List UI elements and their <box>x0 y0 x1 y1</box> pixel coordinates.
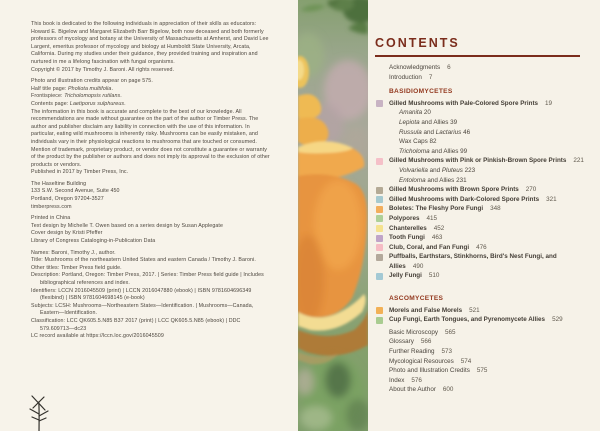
credit-text: . <box>120 93 122 100</box>
toc-page-number: 521 <box>469 306 480 314</box>
address-line: timberpress.com <box>31 203 72 210</box>
category-color-swatch <box>376 225 383 232</box>
toc-page-number: 510 <box>428 272 440 280</box>
production-line: Cover design by Kristi Pfeffer <box>31 230 103 237</box>
toc-label-text: Mycological Resources <box>389 357 454 365</box>
toc-entry <box>389 366 589 376</box>
toc-entry-label <box>389 316 545 323</box>
toc-page-number: 7 <box>428 73 433 81</box>
toc-page-number: 576 <box>411 376 422 384</box>
toc-label-text: Lactarius <box>435 128 462 136</box>
toc-entry <box>389 306 589 316</box>
toc-entry-label <box>389 74 422 81</box>
contents-title: CONTENTS <box>375 36 580 57</box>
toc-label-text: Wax Caps 82 <box>399 138 437 146</box>
toc-entry <box>389 195 589 205</box>
copyright-line: Copyright © 2017 by Timothy J. Baroni. All rights reserved. <box>31 66 175 73</box>
lc-entry: Identifiers: LCCN 2016045509 (print) | LCCN 2016047880 (ebook) | ISBN 9781604696349 (flexibind) | ISBN 9781604698145 (e-book) <box>31 287 252 302</box>
toc-entry <box>389 99 589 109</box>
toc-entry <box>389 315 589 325</box>
toc-label-text: BASIDIOMYCETES <box>389 88 453 96</box>
toc-label-text: Puffballs, Earthstars, Stinkhorns, Bird's Nest Fungi, and Allies <box>389 253 557 270</box>
toc-entry <box>389 63 589 73</box>
toc-label-text: Gilled Mushrooms with Pink or Pinkish-Brown Spore Prints <box>389 157 567 165</box>
toc-label-text: and <box>421 128 436 136</box>
toc-label-text: Index <box>389 376 405 384</box>
toc-label-text: Gilled Mushrooms with Dark-Colored Spore Prints <box>389 195 540 203</box>
category-color-swatch <box>376 100 383 107</box>
credit-text: Pholiota multifolia <box>68 85 112 92</box>
toc-label-text: and <box>427 166 442 174</box>
toc-entry-label <box>399 129 470 136</box>
credit-line <box>31 78 271 86</box>
lc-entry: Title: Mushrooms of the northeastern United States and eastern Canada / Timothy J. Baroni. <box>31 257 256 264</box>
toc-label-text: Tricholoma <box>399 147 430 155</box>
toc-label-text: Gilled Mushrooms with Brown Spore Prints <box>389 186 519 194</box>
toc-entry-label <box>389 348 435 355</box>
toc-page-number: 6 <box>447 64 451 71</box>
toc-label-text: Russula <box>399 128 422 136</box>
copyright-page <box>0 0 298 431</box>
toc-entry <box>389 347 589 357</box>
credit-text: Photo and illustration credits appear on page 575. <box>31 78 153 85</box>
toc-label-text: Acknowledgments <box>389 64 441 71</box>
toc-page-number: 600 <box>442 386 454 394</box>
lc-cataloging-block <box>31 250 271 341</box>
toc-entry-label <box>389 377 404 384</box>
toc-page-number: 575 <box>476 367 488 375</box>
published-line: Published in 2017 by Timber Press, Inc. <box>31 169 129 176</box>
toc-label-text: and Allies 231 <box>425 176 467 184</box>
toc-page-number: 573 <box>441 348 453 356</box>
toc-entry <box>389 185 589 195</box>
toc-page-number: 529 <box>552 316 563 324</box>
lc-entry: Other titles: Timber Press field guide. <box>31 264 122 271</box>
toc-page-number: 270 <box>525 186 537 194</box>
category-color-swatch <box>376 196 383 203</box>
toc-label-text: Entoloma <box>399 176 426 184</box>
toc-entry-label <box>399 119 457 126</box>
toc-entry-label <box>389 272 422 279</box>
category-color-swatch <box>376 307 383 314</box>
contents-list <box>389 63 589 395</box>
toc-entry <box>389 128 589 138</box>
toc-page-number: 415 <box>426 214 437 222</box>
toc-entry-label <box>389 329 438 336</box>
toc-page-number: 321 <box>546 195 557 203</box>
production-line: Printed in China <box>31 215 71 222</box>
toc-entry <box>389 73 589 83</box>
toc-label-text: Pluteus <box>441 166 463 174</box>
toc-label-text: Club, Coral, and Fan Fungi <box>389 243 470 251</box>
toc-label-text: Gilled Mushrooms with Pale-Colored Spore Prints <box>389 99 539 107</box>
address-line: Portland, Oregon 97204-3527 <box>31 196 104 203</box>
toc-entry <box>389 385 589 395</box>
publisher-address-block <box>31 181 271 211</box>
toc-entry <box>389 147 589 157</box>
toc-label-text: Jelly Fungi <box>389 272 422 280</box>
toc-page-number: 19 <box>545 99 553 107</box>
toc-entry <box>389 176 589 186</box>
toc-entry-label <box>389 205 483 212</box>
lc-entry: Subjects: LCSH: Mushrooms—Northeastern States—Identification. | Mushrooms—Canada, Eastern—Identification. <box>31 302 254 317</box>
credit-text: . <box>111 85 114 92</box>
toc-entry-label <box>389 367 470 374</box>
toc-entry-label <box>399 138 437 145</box>
toc-entry-label <box>389 196 539 203</box>
toc-entry-label <box>389 100 538 107</box>
toc-entry <box>389 118 589 128</box>
toc-label-text: 46 <box>461 128 471 136</box>
category-color-swatch <box>376 235 383 242</box>
toc-entry-label <box>389 186 519 193</box>
toc-label-text: Basic Microscopy <box>389 328 438 336</box>
toc-page-number: 566 <box>420 338 432 346</box>
toc-label-text: Amanita <box>399 109 423 117</box>
toc-entry-label <box>389 234 425 241</box>
toc-entry-label <box>389 386 436 393</box>
category-color-swatch <box>376 317 383 324</box>
toc-entry-label <box>389 225 427 232</box>
lc-entry: LC record available at https://lccn.loc.gov/2016045509 <box>31 333 164 340</box>
toc-entry <box>389 233 589 243</box>
toc-label-text: Volvariella <box>399 166 428 174</box>
toc-entry-label <box>389 88 453 95</box>
credit-line <box>31 101 271 109</box>
toc-label-text: Morels and False Morels <box>389 306 463 314</box>
lc-entry: Names: Baroni, Timothy J., author. <box>31 249 116 256</box>
toc-section-heading <box>389 294 589 304</box>
toc-entry <box>389 137 589 147</box>
toc-label-text: and Allies 39 <box>419 118 458 126</box>
toc-label-text: 223 <box>462 166 476 174</box>
category-color-swatch <box>376 215 383 222</box>
toc-entry <box>389 108 589 118</box>
lc-entry: Description: Portland, Oregon: Timber Press, 2017. | Series: Timber Press field guide | Includes bibliographical references and index. <box>31 272 264 286</box>
lc-heading: Library of Congress Cataloging-in-Publication Data <box>31 238 156 245</box>
credit-text: . <box>124 100 126 107</box>
toc-entry-label <box>389 338 414 345</box>
copyright-page-text <box>31 21 271 341</box>
credits-block <box>31 78 271 108</box>
toc-label-text: Chanterelles <box>389 224 427 232</box>
toc-entry <box>389 166 589 176</box>
category-color-swatch <box>376 244 383 251</box>
toc-label-text: Glossary <box>389 338 414 346</box>
toc-page-number: 452 <box>433 224 445 232</box>
toc-entry-label <box>399 148 467 155</box>
toc-label-text: Introduction <box>389 73 422 81</box>
toc-entry-label <box>399 109 431 116</box>
toc-entry-label <box>399 167 475 174</box>
toc-label-text: About the Author <box>389 386 436 394</box>
toc-section-heading <box>389 87 589 97</box>
category-color-swatch <box>376 158 383 165</box>
toc-entry <box>389 156 589 166</box>
toc-page-number: 463 <box>431 234 443 242</box>
toc-label-text: ASCOMYCETES <box>389 295 444 303</box>
toc-entry <box>389 243 589 253</box>
mushroom-photo <box>298 0 368 431</box>
toc-entry-label <box>389 244 469 251</box>
disclaimer-paragraph: The information in this book is accurate and complete to the best of our knowledge. All recommendations are made without guarantee on the part of the author or Timber Press. The author and publisher disclaim any liability in connection with the use of this information. In particular, eating wild mushrooms is inherently risky. Mushrooms can be easily mistaken, and individuals vary in their physiological reactions to mushrooms that are touched or consumed. Mention of trademark, proprietary product, or vendor does not constitute a guarantee or warranty of the product by the publisher or authors and does not imply its approval to the exclusion of other products or vendors. <box>31 108 270 168</box>
toc-entry-label <box>389 64 440 71</box>
toc-label-text: 20 <box>422 109 431 117</box>
toc-label-text: Polypores <box>389 214 420 222</box>
production-credits-block <box>31 215 271 238</box>
toc-entry <box>389 204 589 214</box>
toc-entry-label <box>389 295 443 302</box>
toc-entry-label <box>399 177 467 184</box>
toc-label-text: Tooth Fungi <box>389 234 425 242</box>
toc-entry <box>389 252 589 271</box>
toc-entry <box>389 376 589 386</box>
credit-line <box>31 93 271 101</box>
toc-label-text: Boletes: The Fleshy Pore Fungi <box>389 205 484 213</box>
toc-entry <box>389 337 589 347</box>
category-color-swatch <box>376 187 383 194</box>
address-line: The Haseltine Building <box>31 180 87 187</box>
dedication-paragraph: This book is dedicated to the following individuals in appreciation of their skills as educators: Howard E. Bigelow and Margaret Elizabeth Barr Bigelow, both now deceased and both formerly professors of mycology and botany at the University of Massachusetts at Amherst, and David Lee Largent, emeritus professor of mycology and biology at Humboldt State University, Arcata, California. During my studies under their guidance, they provided training and inspiration and nurtured in me a lifelong fascination with fungal organisms. <box>31 21 269 65</box>
category-color-swatch <box>376 206 383 213</box>
lc-entry: Classification: LCC QK605.5.N85 B37 2017 (print) | LCC QK605.5.N85 (ebook) | DDC 579.609713—dc23 <box>31 317 241 332</box>
toc-entry <box>389 271 589 281</box>
credit-text: Contents page: <box>31 100 70 107</box>
address-line: 133 S.W. Second Avenue, Suite 450 <box>31 188 120 195</box>
toc-page-number: 221 <box>573 157 584 165</box>
credit-text: Laetiporus sulphureus <box>69 100 125 107</box>
production-line: Text design by Michelle T. Owen based on a series design by Susan Applegate <box>31 222 224 229</box>
credit-line <box>31 86 271 94</box>
toc-label-text: Cup Fungi, Earth Tongues, and Pyrenomycete Allies <box>389 316 546 324</box>
toc-entry-label <box>389 307 462 314</box>
toc-entry <box>389 328 589 338</box>
toc-page-number: 490 <box>412 262 424 270</box>
timber-press-tree-logo <box>26 394 52 431</box>
toc-entry-label <box>389 157 566 164</box>
toc-entry-label <box>389 358 454 365</box>
toc-label-text: Photo and Illustration Credits <box>389 367 470 375</box>
toc-label-text: and Allies 99 <box>429 147 468 155</box>
credit-text: Frontispiece: <box>31 93 65 100</box>
toc-page-number: 565 <box>445 328 456 336</box>
category-color-swatch <box>376 254 383 261</box>
toc-entry <box>389 357 589 367</box>
credit-text: Half title page: <box>31 85 69 92</box>
toc-page-number: 348 <box>490 205 501 213</box>
category-color-swatch <box>376 273 383 280</box>
toc-label-text: Further Reading <box>389 348 435 356</box>
toc-label-text: Lepiota <box>399 118 420 126</box>
toc-page-number: 574 <box>460 357 472 365</box>
toc-entry <box>389 214 589 224</box>
toc-entry <box>389 224 589 234</box>
toc-entry-label <box>389 215 419 222</box>
toc-page-number: 476 <box>476 243 487 251</box>
credit-text: Tricholomopsis rutilans <box>64 93 121 100</box>
